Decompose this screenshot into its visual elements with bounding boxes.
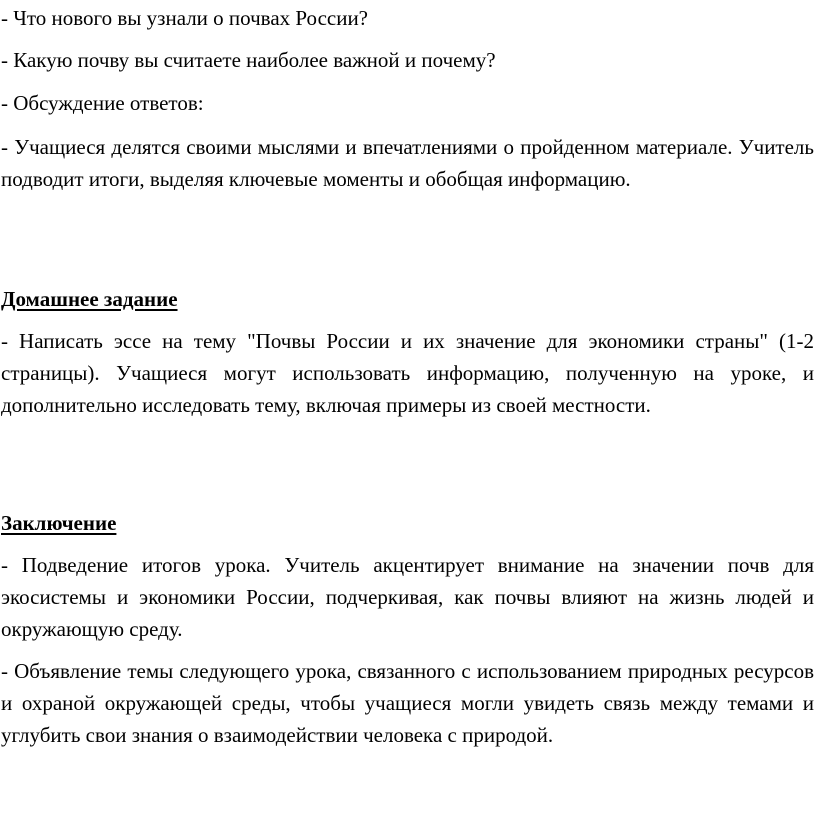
question-new-knowledge: - Что нового вы узнали о почвах России? xyxy=(1,6,369,30)
homework-heading: Домашнее задание xyxy=(1,287,178,311)
next-topic-paragraph: - Объявление темы следующего урока, связанного с использованием природных ресурсов и охраной окружающей среды, чтобы учащиеся могли увидеть связь между темами и углубить свои знания о взаимодействии человека с природой. xyxy=(1,659,814,747)
question-discussion: - Обсуждение ответов: xyxy=(1,91,204,115)
conclusion-summary-paragraph: - Подведение итогов урока. Учитель акцентирует внимание на значении почв для экосистемы и экономики России, подчеркивая, как почвы влияют на жизнь людей и окружающую среду. xyxy=(1,553,814,641)
discussion-paragraph: - Учащиеся делятся своими мыслями и впечатлениями о пройденном материале. Учитель подводит итоги, выделяя ключевые моменты и обобщая информацию. xyxy=(1,135,814,191)
question-important-soil: - Какую почву вы считаете наиболее важной и почему? xyxy=(1,48,496,72)
homework-paragraph: - Написать эссе на тему "Почвы России и их значение для экономики страны" (1-2 страницы). Учащиеся могут использовать информацию, полученную на уроке, и дополнительно исследовать тему, включая примеры из своей местности. xyxy=(1,329,814,417)
conclusion-heading: Заключение xyxy=(1,511,117,535)
